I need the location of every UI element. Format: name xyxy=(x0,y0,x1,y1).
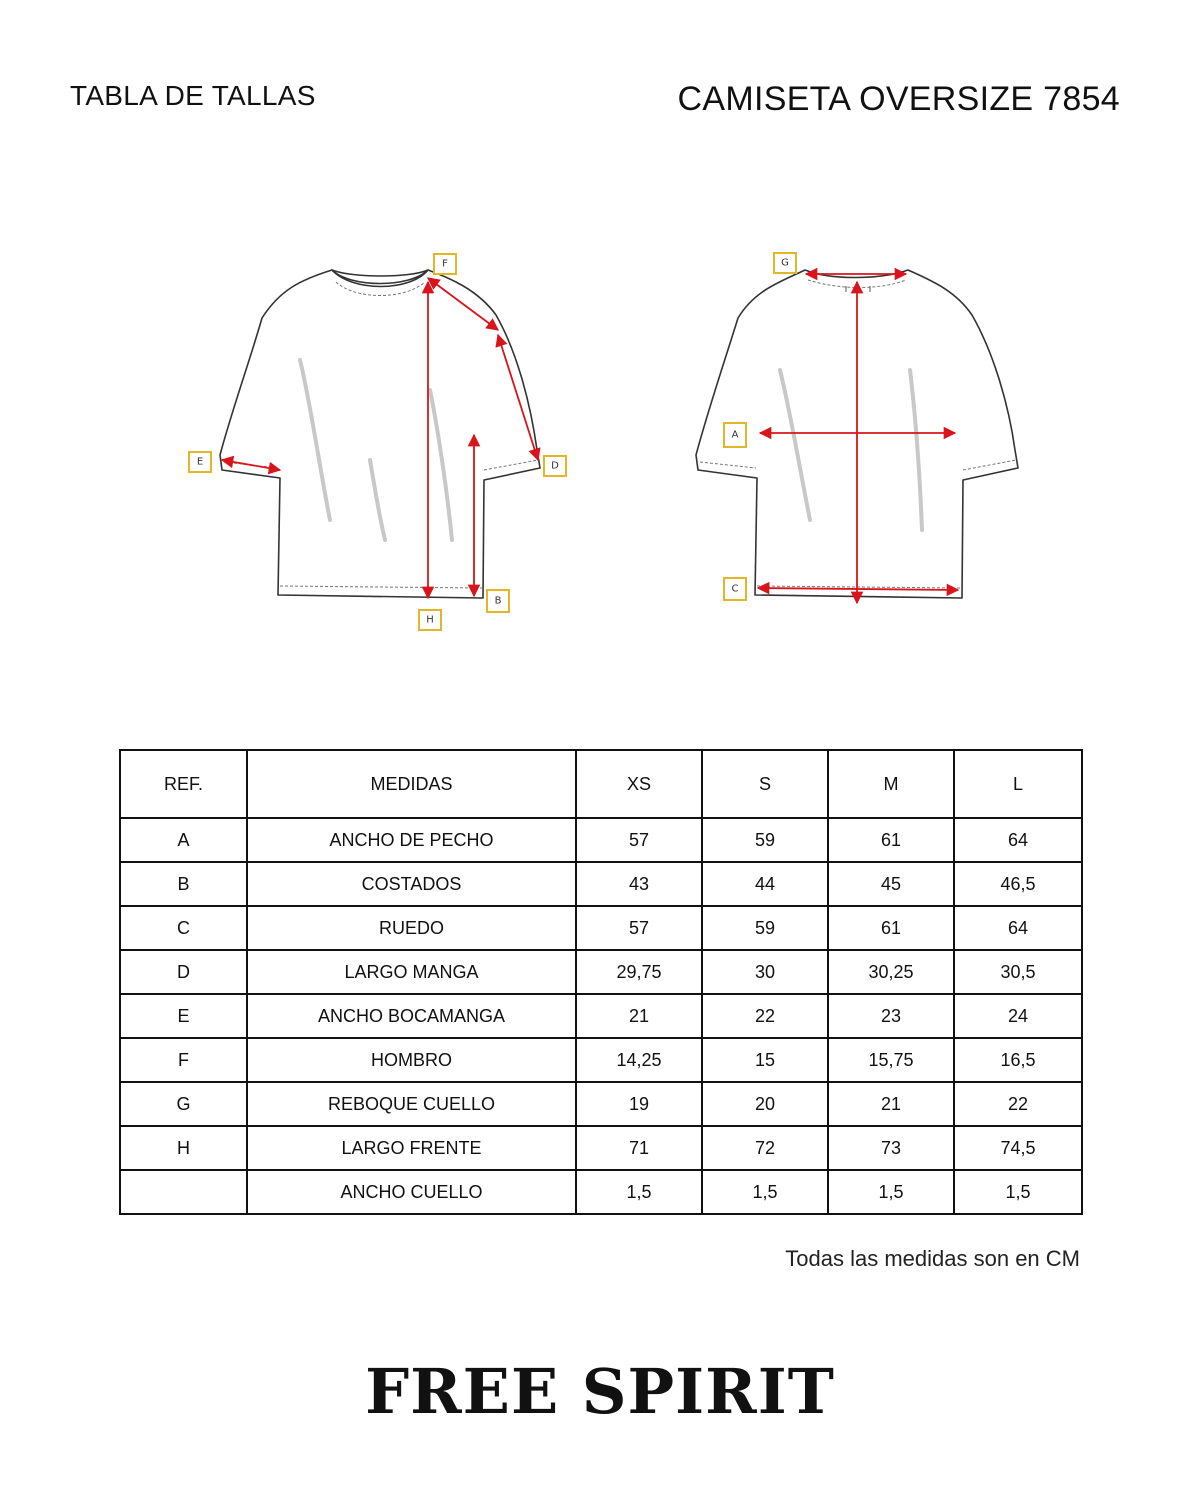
cell-xs: 19 xyxy=(576,1082,702,1126)
table-row xyxy=(120,1170,1082,1214)
cell-xs: 14,25 xyxy=(576,1038,702,1082)
cell-s: 44 xyxy=(702,862,828,906)
svg-text:C: C xyxy=(731,583,739,595)
label-f xyxy=(434,254,456,274)
cell-measure: RUEDO xyxy=(247,906,576,950)
table-row xyxy=(120,906,1082,950)
cell-l: 22 xyxy=(954,1082,1082,1126)
cell-xs: 57 xyxy=(576,906,702,950)
label-a xyxy=(724,423,746,447)
label-h xyxy=(419,610,441,630)
cell-l: 46,5 xyxy=(954,862,1082,906)
header-ref: REF. xyxy=(120,750,247,818)
svg-text:E: E xyxy=(196,456,204,468)
header-m: M xyxy=(828,750,954,818)
cell-l: 64 xyxy=(954,818,1082,862)
label-d xyxy=(544,456,566,476)
cell-measure: ANCHO DE PECHO xyxy=(247,818,576,862)
table-row xyxy=(120,862,1082,906)
cell-ref: B xyxy=(120,862,247,906)
label-c xyxy=(724,578,746,600)
cell-measure: ANCHO CUELLO xyxy=(247,1170,576,1214)
svg-text:B: B xyxy=(494,595,502,607)
table-row xyxy=(120,1082,1082,1126)
header-s: S xyxy=(702,750,828,818)
cell-ref: A xyxy=(120,818,247,862)
cell-ref: C xyxy=(120,906,247,950)
cell-l: 24 xyxy=(954,994,1082,1038)
label-g xyxy=(774,253,796,273)
cell-s: 1,5 xyxy=(702,1170,828,1214)
cell-l: 1,5 xyxy=(954,1170,1082,1214)
cell-m: 23 xyxy=(828,994,954,1038)
cell-xs: 71 xyxy=(576,1126,702,1170)
cell-m: 21 xyxy=(828,1082,954,1126)
cell-ref: E xyxy=(120,994,247,1038)
front-shirt-drawing xyxy=(220,270,540,598)
cell-s: 72 xyxy=(702,1126,828,1170)
brand-logo: FREE SPIRIT xyxy=(365,1355,835,1428)
size-table xyxy=(119,749,1083,1215)
cell-ref xyxy=(120,1170,247,1214)
cell-s: 30 xyxy=(702,950,828,994)
label-b xyxy=(487,590,509,612)
cell-l: 30,5 xyxy=(954,950,1082,994)
cell-m: 73 xyxy=(828,1126,954,1170)
cell-xs: 29,75 xyxy=(576,950,702,994)
header-l: L xyxy=(954,750,1082,818)
cell-measure: LARGO MANGA xyxy=(247,950,576,994)
product-title: CAMISETA OVERSIZE 7854 xyxy=(677,80,1120,118)
table-row xyxy=(120,1038,1082,1082)
cell-ref: H xyxy=(120,1126,247,1170)
cell-m: 45 xyxy=(828,862,954,906)
table-header-row xyxy=(120,750,1082,818)
cell-l: 74,5 xyxy=(954,1126,1082,1170)
tshirt-measurement-diagram xyxy=(0,230,1200,650)
cell-ref: D xyxy=(120,950,247,994)
cell-measure: HOMBRO xyxy=(247,1038,576,1082)
cell-measure: COSTADOS xyxy=(247,862,576,906)
cell-m: 61 xyxy=(828,906,954,950)
units-note: Todas las medidas son en CM xyxy=(785,1246,1080,1271)
cell-s: 59 xyxy=(702,906,828,950)
table-row xyxy=(120,818,1082,862)
cell-s: 15 xyxy=(702,1038,828,1082)
header-medidas: MEDIDAS xyxy=(247,750,576,818)
svg-text:F: F xyxy=(442,258,448,270)
cell-ref: G xyxy=(120,1082,247,1126)
cell-ref: F xyxy=(120,1038,247,1082)
page-title: TABLA DE TALLAS xyxy=(70,80,316,111)
svg-text:D: D xyxy=(551,460,559,472)
cell-m: 30,25 xyxy=(828,950,954,994)
svg-text:G: G xyxy=(781,257,789,269)
cell-xs: 1,5 xyxy=(576,1170,702,1214)
cell-measure: ANCHO BOCAMANGA xyxy=(247,994,576,1038)
table-row xyxy=(120,994,1082,1038)
cell-l: 16,5 xyxy=(954,1038,1082,1082)
table-row xyxy=(120,1126,1082,1170)
cell-measure: REBOQUE CUELLO xyxy=(247,1082,576,1126)
cell-s: 59 xyxy=(702,818,828,862)
cell-s: 20 xyxy=(702,1082,828,1126)
cell-measure: LARGO FRENTE xyxy=(247,1126,576,1170)
cell-m: 61 xyxy=(828,818,954,862)
header-xs: XS xyxy=(576,750,702,818)
cell-l: 64 xyxy=(954,906,1082,950)
cell-xs: 43 xyxy=(576,862,702,906)
cell-xs: 57 xyxy=(576,818,702,862)
svg-text:H: H xyxy=(426,614,434,626)
label-e xyxy=(189,452,211,472)
cell-m: 1,5 xyxy=(828,1170,954,1214)
cell-s: 22 xyxy=(702,994,828,1038)
cell-xs: 21 xyxy=(576,994,702,1038)
table-row xyxy=(120,950,1082,994)
cell-m: 15,75 xyxy=(828,1038,954,1082)
svg-text:A: A xyxy=(731,429,739,441)
